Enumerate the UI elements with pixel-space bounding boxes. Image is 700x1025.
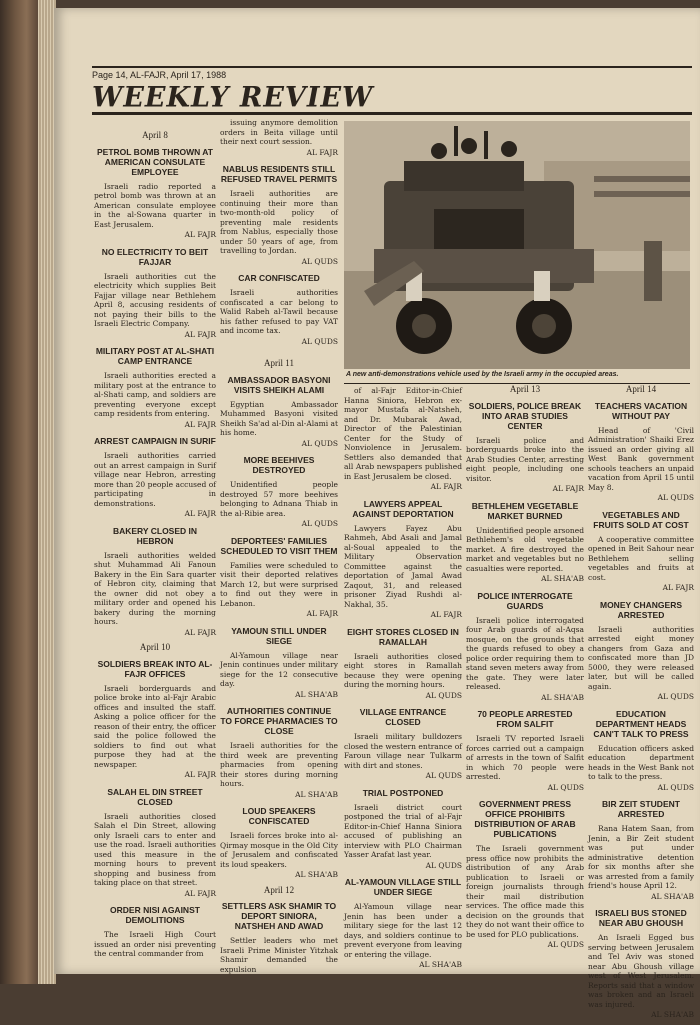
article-source: AL QUDS [425,860,462,870]
article-headline: DEPORTEES' FAMILIES SCHEDULED TO VISIT THEM [220,535,338,556]
article-headline: SETTLERS ASK SHAMIR TO DEPORT SINIORA, NATSHEH AND AWAD [221,901,337,931]
article-body: Israeli police and borderguards broke into the Arab Studies Center, arresting eight people, including one visitor. [466,435,584,483]
article-body: A cooperative committee opened in Beit Sahour near Bethlehem selling vegetables and fruits at cost. [588,534,694,582]
article-source: AL FAJR [430,610,462,619]
article-body: Al-Yamoun village near Jenin has been under a military siege for the last 12 days, and soldiers continue to prevent everyone from leaving or entering the village. [344,902,462,959]
article-body: Israeli authorities for the third week are preventing pharmacies from opening their stores during morning hours. [220,741,338,788]
article-body: Israeli authorities closed eight stores in Ramallah because they were opening during the morning hours. [344,651,462,689]
book-binding [0,0,38,984]
date-heading: April 11 [264,358,294,368]
article-body: Unidentified people arsoned Bethlehem's old vegetable market. A fire destroyed the market and vegetables but no casualties were reported. [466,525,584,573]
article-body: Israeli authorities confiscated a car belong to Walid Rabeh al-Tawil because his father refused to pay VAT and income tax. [220,288,338,335]
article-body: Israeli authorities closed Salah el Din Street, allowing only Israeli cars to enter and use the road. Israeli authorities used this measure in the morning hours to prevent shopping and business from taking place on that street. [94,811,216,887]
article-body: Lawyers Fayez Abu Rahmeh, Abd Asali and Jamal al-Soual appealed to the Military Observation Committee against the deportation of Jamal Awad Zaqout, 31, and released prisoner Ziyad Rushdi al-Nakhal, 35. [344,523,462,609]
article-source: AL FAJR [184,627,216,637]
article-headline: MILITARY POST AT AL-SHATI CAMP ENTRANCE [95,346,215,366]
article-headline: EDUCATION DEPARTMENT HEADS CAN'T TALK TO PRESS [593,708,689,739]
article-source: AL FAJR [184,230,216,239]
article-headline: BAKERY CLOSED IN HEBRON [112,525,198,546]
article-headline: AUTHORITIES CONTINUE TO FORCE PHARMACIES TO CLOSE [220,706,338,736]
article-headline: BIR ZEIT STUDENT ARRESTED [602,799,680,819]
article-body: of al-Fajr Editor-in-Chief Hanna Siniora, Hebron ex-mayor Mustafa al-Natsheh, and Dr. Mubarak Awad, Director of the Palestinian Center for the Study of Nonviolence in Jerusalem. Settlers also demanded that all Arab newspapers published in East Jerusalem be closed. [344,386,462,481]
article-source: AL QUDS [657,782,694,792]
article-headline: VILLAGE ENTRANCE CLOSED [359,707,447,727]
date-heading: April 14 [625,384,657,394]
article-body: Israeli authorities arrested eight money changers from Gaza and confiscated more than JD 5000, they were released later, but will be called again. [588,624,694,691]
article-source: AL SHA'AB [295,870,338,879]
article-source: AL FAJR [306,609,338,618]
column-2 [220,354,338,974]
article-source: AL FAJR [552,484,584,493]
article-body: Al-Yamoun village near Jenin continues under military siege for the 12 consecutive day. [220,650,338,688]
article-headline: SALAH EL DIN STREET CLOSED [107,786,203,807]
column-2-top [220,118,338,351]
column-4 [466,380,584,955]
article-headline: SOLDIERS, POLICE BREAK INTO ARAB STUDIES CENTER [468,400,582,431]
article-headline: LOUD SPEAKERS CONFISCATED [242,806,316,826]
article-headline: YAMOUN STILL UNDER SIEGE [231,625,327,646]
article-body: Israeli borderguards and police broke into al-Fajr Arabic offices and insulted the staff. Asking a police officer for the reason of their entry, the officer said the police followed the soldiers to find out what purpose they had at the newspaper. [94,683,216,769]
article-body: Israeli authorities welded shut Muhammad Ali Fanoun Bakery in the Ein Sara quarter of Hebron city, claiming that the owner did not obey a military order and opened his bakery during the morning hours. [94,550,216,626]
article-source: AL FAJR [430,482,462,491]
photo-caption: A new anti-demonstrations vehicle used by the Israeli army in the occupied areas. [346,371,619,378]
article-headline: ORDER NISI AGAINST DEMOLITIONS [110,905,200,925]
article-source: AL SHA'AB [541,574,584,583]
folio-line: Page 14, AL-FAJR, April 17, 1988 [92,66,692,80]
article-body: Israeli authorities are continuing their more than two-month-old policy of preventing male residents from Nablus, especially those under 50 years of age, from travelling to Jordan. [220,189,338,255]
article-headline: TRIAL POSTPONED [362,787,444,798]
article-headline: GOVERNMENT PRESS OFFICE PROHIBITS DISTRIBUTION OF ARAB PUBLICATIONS [474,799,576,839]
column-3 [344,386,462,975]
article-body: Israeli authorities carried out an arrest campaign in Surif village near Hebron, arresting more than 20 people accused of participating in demonstrations. [94,451,216,508]
article-source: AL SHA'AB [419,960,462,969]
article-source: AL QUDS [547,782,584,792]
date-heading: April 8 [142,130,168,140]
article-source: AL FAJR [662,583,694,592]
article-body: Israeli police interrogated four Arab guards of al-Aqsa mosque, on the grounds that the guards refused to obey a police order requiring them to stand seven meters away from the gate. They were later released. [466,615,584,691]
article-headline: LAWYERS APPEAL AGAINST DEPORTATION [352,498,454,519]
article-body: Israeli authorities cut the electricity which supplies Beit Fajjar village near Bethlehem April 8, accusing residents of not paying their bills to the Israeli Electric Company. [94,271,216,328]
column-5 [588,380,694,1025]
armored-vehicle-photo [344,121,690,369]
article-body: Israeli TV reported Israeli forces carried out a campaign of arrests in the town of Salfit in which 70 people were arrested. [466,734,584,781]
article-headline: VEGETABLES AND FRUITS SOLD AT COST [593,509,689,530]
date-heading: April 13 [509,384,541,394]
article-headline: MORE BEEHIVES DESTROYED [243,455,315,475]
article-body: Israeli authorities erected a military post at the entrance to al-Shati camp, and soldiers are preventing everyone except camp residents from entering. [94,371,216,418]
article-source: AL QUDS [301,336,338,346]
article-headline: SOLDIERS BREAK INTO AL-FAJR OFFICES [97,658,213,679]
column-1 [94,126,216,959]
article-headline: 70 PEOPLE ARRESTED FROM SALFIT [477,709,573,729]
article-headline: ISRAELI BUS STONED NEAR ABU GHOUSH [595,908,687,928]
article-source: AL QUDS [301,519,338,528]
article-source: AL QUDS [657,692,694,701]
article-source: AL QUDS [425,690,462,700]
article-body: Head of 'Civil Administration' Shaiki Erez issued an order giving all West Bank government schools teachers an unpaid vacation from April 15 until May 8. [588,425,694,492]
article-headline: POLICE INTERROGATE GUARDS [477,590,573,611]
article-body: Unidentified people destroyed 57 more beehives belonging to Adnana Thiab in the al-Ribie area. [220,480,338,518]
masthead: WEEKLY REVIEW [92,81,374,114]
article-body: The Israeli High Court issued an order nisi preventing the central commander from [94,930,216,958]
date-heading: April 12 [263,884,295,895]
article-source: AL FAJR [184,888,216,898]
article-body: Israeli forces broke into al-Qirmay mosque in the Old City of Jerusalem and confiscated its loud speakers. [220,831,338,869]
article-headline: ARREST CAMPAIGN IN SURIF [94,436,216,446]
article-headline: PETROL BOMB THROWN AT AMERICAN CONSULATE EMPLOYEE [97,146,213,177]
article-source: AL SHA'AB [295,689,338,699]
article-source: AL QUDS [301,256,338,266]
article-body: Israeli district court postponed the trial of al-Fajr Editor-in-Chief Hanna Siniora accused of publishing an interview with PLO Chairman Yasser Arafat last year. [344,802,462,859]
article-headline: TEACHERS VACATION WITHOUT PAY [594,400,688,421]
article-source: AL FAJR [184,329,216,339]
article-body: Education officers asked education department heads in the West Bank not to talk to the press. [588,743,694,781]
article-source: AL QUDS [425,771,462,780]
article-source: AL SHA'AB [295,789,338,799]
article-body: The Israeli government press office now prohibits the distribution of any Arab publication to Israeli or foreign journalists through their mail distribution services. The office made this decision on the grounds that they do not want their office to be used for PLO publications. [466,844,584,939]
article-headline: NABLUS RESIDENTS STILL REFUSED TRAVEL PERMITS [220,164,338,184]
masthead-rule [92,112,692,115]
article-source: AL FAJR [184,770,216,779]
article-source: AL SHA'AB [541,692,584,702]
article-body: Egyptian Ambassador Muhammed Basyoni visited Sheikh Sa'ad al-Din al-Alami at his home. [220,399,338,437]
news-photo [344,121,690,369]
article-body: Israeli military bulldozers closed the western entrance of Faroun village near Tulkarm with dirt and stones. [344,732,462,770]
article-source: AL QUDS [301,438,338,448]
article-headline: AL-YAMOUN VILLAGE STILL UNDER SIEGE [344,877,462,897]
article-body: Settler leaders who met Israeli Prime Minister Yitzhak Shamir demanded the expulsion [220,936,338,974]
article-headline: MONEY CHANGERS ARRESTED [599,599,683,620]
article-source: AL FAJR [184,509,216,518]
article-source: AL SHA'AB [651,891,694,901]
article-source: AL FAJR [184,419,216,429]
article-body: Israeli radio reported a petrol bomb was thrown at an American consulate employee in the al-Sowana quarter in East Jerusalem. [94,181,216,229]
article-source: AL SHA'AB [651,1010,694,1019]
article-body: Families were scheduled to visit their deported relatives March 12, but were surprised to find out they were in Lebanon. [220,560,338,608]
article-source: AL QUDS [547,940,584,949]
article-headline: NO ELECTRICITY TO BEIT FAJJAR [101,246,209,267]
article-source: AL QUDS [657,493,694,502]
article-source: AL FAJR [306,147,338,157]
article-body: An Israeli Egged bus serving between Jerusalem and Tel Aviv was stoned near Abu Ghoush village west of West Jerusalem. Reports said that a window was broken and an Israeli was injured. [588,933,694,1009]
article-headline: CAR CONFISCATED [238,273,320,283]
article-body: issuing anymore demolition orders in Beita village until their next court session. [220,118,338,146]
article-headline: EIGHT STORES CLOSED IN RAMALLAH [347,626,459,647]
date-heading: April 10 [139,642,171,652]
article-body: Rana Hatem Saan, from Jenin, a Bir Zeit student was put under administrative detention for six months after she was arrested from a family friend's house April 12. [588,824,694,890]
article-headline: AMBASSADOR BASYONI VISITS SHEIKH ALAMI [227,374,331,395]
newspaper-page [54,8,700,1019]
article-headline: BETHLEHEM VEGETABLE MARKET BURNED [471,500,579,521]
